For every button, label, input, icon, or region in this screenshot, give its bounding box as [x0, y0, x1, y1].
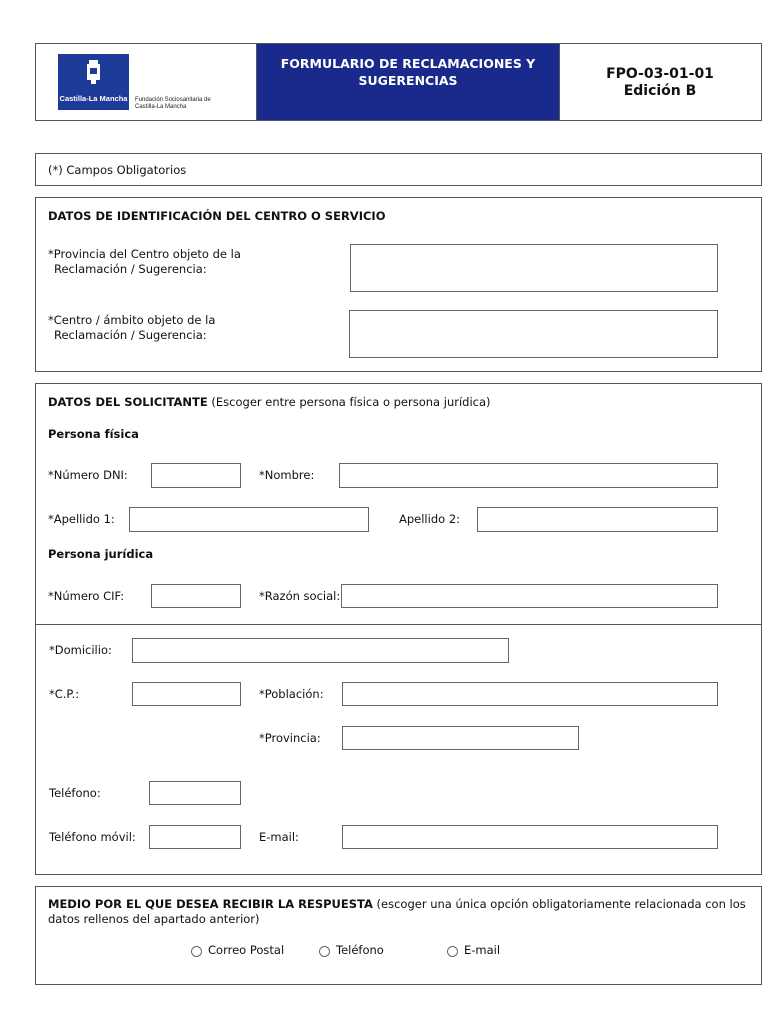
provincia-centro-label-2: Reclamación / Sugerencia:	[54, 262, 207, 276]
required-note: (*) Campos Obligatorios	[48, 163, 187, 177]
ambito-input[interactable]	[349, 310, 718, 358]
form-edition: Edición B	[623, 83, 697, 99]
apellido2-input[interactable]	[477, 507, 718, 532]
domicilio-input[interactable]	[132, 638, 509, 663]
razon-social-input[interactable]	[341, 584, 718, 608]
title-block	[256, 44, 560, 120]
cif-label: *Número CIF:	[48, 589, 125, 603]
foundation-line2: Castilla-La Mancha	[135, 104, 187, 110]
foundation-name	[135, 97, 211, 111]
medio-desc-2: datos rellenos del apartado anterior)	[48, 912, 260, 926]
telefono-input[interactable]	[149, 781, 241, 805]
cif-input[interactable]	[151, 584, 241, 608]
foundation-line1: Fundación Sociosanitaria de	[135, 97, 211, 103]
radio-telefono[interactable]	[319, 946, 330, 957]
coat-of-arms-icon	[58, 54, 129, 94]
solicitante-divider	[35, 624, 762, 625]
poblacion-input[interactable]	[342, 682, 718, 706]
ambito-label-2: Reclamación / Sugerencia:	[54, 328, 207, 342]
email-input[interactable]	[342, 825, 718, 849]
logo-area	[36, 44, 256, 120]
apellido2-label: Apellido 2:	[399, 512, 461, 526]
poblacion-label: *Población:	[259, 687, 324, 701]
cp-input[interactable]	[132, 682, 241, 706]
solicitante-subtitle: (Escoger entre persona física o persona jurídica)	[211, 395, 491, 409]
solicitante-section	[35, 383, 762, 875]
radio-correo-postal[interactable]	[191, 946, 202, 957]
nombre-label: *Nombre:	[259, 468, 315, 482]
nombre-input[interactable]	[339, 463, 718, 488]
movil-label: Teléfono móvil:	[49, 830, 136, 844]
apellido1-input[interactable]	[129, 507, 369, 532]
persona-fisica-title: Persona física	[48, 427, 139, 441]
provincia-input[interactable]	[342, 726, 579, 750]
solicitante-title: DATOS DEL SOLICITANTE	[48, 395, 208, 409]
form-title-line2: SUGERENCIAS	[358, 73, 458, 88]
apellido1-label: *Apellido 1:	[48, 512, 115, 526]
logo-badge	[58, 54, 129, 110]
form-code: FPO-03-01-01	[606, 66, 714, 82]
razon-social-label: *Razón social:	[259, 589, 341, 603]
option-correo-postal: Correo Postal	[208, 943, 285, 957]
medio-title: MEDIO POR EL QUE DESEA RECIBIR LA RESPUESTA	[48, 897, 373, 911]
provincia-centro-label-1: *Provincia del Centro objeto de la	[48, 247, 241, 261]
option-telefono: Teléfono	[336, 943, 384, 957]
cp-label: *C.P.:	[49, 687, 80, 701]
ambito-label-1: *Centro / ámbito objeto de la	[48, 313, 216, 327]
radio-email[interactable]	[447, 946, 458, 957]
form-title-line1: FORMULARIO DE RECLAMACIONES Y	[280, 56, 536, 71]
persona-juridica-title: Persona jurídica	[48, 547, 154, 561]
provincia-label: *Provincia:	[259, 731, 321, 745]
dni-input[interactable]	[151, 463, 241, 488]
provincia-centro-input[interactable]	[350, 244, 718, 292]
solicitante-heading	[48, 395, 491, 409]
centro-title: DATOS DE IDENTIFICACIÓN DEL CENTRO O SERVICIO	[48, 209, 386, 223]
logo-text: Castilla-La Mancha	[59, 94, 128, 103]
email-label: E-mail:	[259, 830, 299, 844]
telefono-label: Teléfono:	[49, 786, 101, 800]
domicilio-label: *Domicilio:	[49, 643, 112, 657]
dni-label: *Número DNI:	[48, 468, 128, 482]
medio-desc-1: (escoger una única opción obligatoriamente relacionada con los	[376, 897, 746, 911]
medio-heading	[48, 897, 748, 927]
movil-input[interactable]	[149, 825, 241, 849]
option-email: E-mail	[464, 943, 501, 957]
